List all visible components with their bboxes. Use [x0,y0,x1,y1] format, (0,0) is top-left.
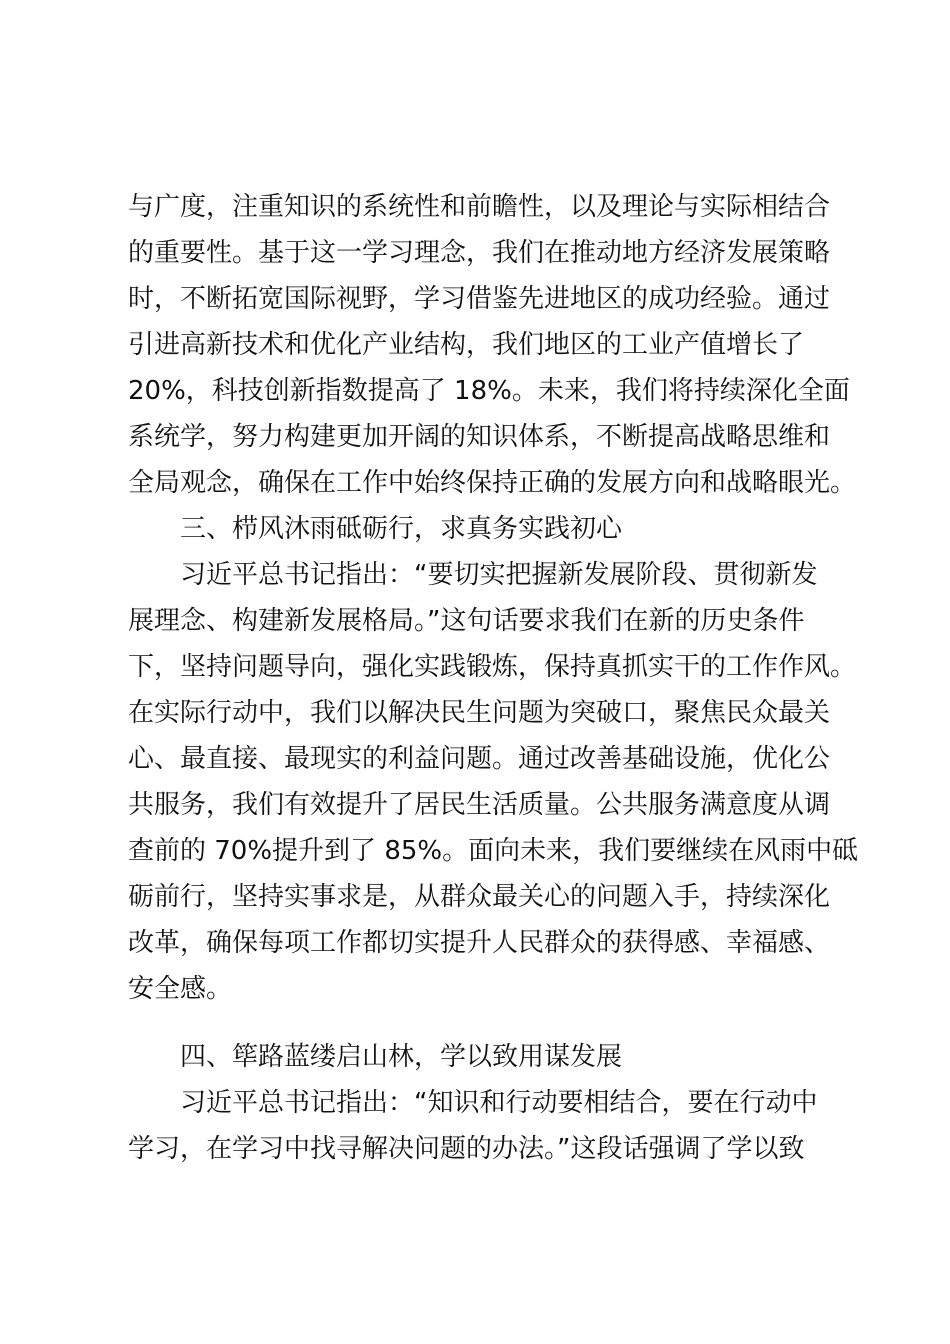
text-line: 下，坚持问题导向，强化实践锻炼，保持真抓实干的工作作风。 [128,652,857,682]
text-line: 改革，确保每项工作都切实提升人民群众的获得感、幸福感、 [128,928,831,958]
section-heading-4: 四、筚路蓝缕启山林，学以致用谋发展 [180,1042,623,1072]
text-line: 系统学，努力构建更加开阔的知识体系，不断提高战略思维和 [128,422,831,452]
text-line: 时，不断拓宽国际视野，学习借鉴先进地区的成功经验。通过 [128,284,831,314]
text-line: 全局观念，确保在工作中始终保持正确的发展方向和战略眼光。 [128,468,857,498]
text-line: 学习，在学习中找寻解决问题的办法。”这段话强调了学以致 [128,1134,805,1164]
text-line: 展理念、构建新发展格局。”这句话要求我们在新的历史条件 [128,606,805,636]
text-line: 20%，科技创新指数提高了 18%。未来，我们将持续深化全面 [128,376,850,406]
text-line: 查前的 70%提升到了 85%。面向未来，我们要继续在风雨中砥 [128,836,859,866]
text-line: 砺前行，坚持实事求是，从群众最关心的问题入手，持续深化 [128,882,831,912]
text-line: 心、最直接、最现实的利益问题。通过改善基础设施，优化公 [128,744,831,774]
body-text [128,184,859,1172]
paragraph-start: 习近平总书记指出：“知识和行动要相结合，要在行动中 [180,1088,818,1118]
text-line: 安全感。 [128,974,233,1004]
paragraph-start: 习近平总书记指出：“要切实把握新发展阶段、贯彻新发 [180,560,818,590]
text-line: 引进高新技术和优化产业结构，我们地区的工业产值增长了 [128,330,805,360]
section-heading-3: 三、栉风沐雨砥砺行，求真务实践初心 [180,514,623,544]
text-line: 共服务，我们有效提升了居民生活质量。公共服务满意度从调 [128,790,831,820]
text-line: 在实际行动中，我们以解决民生问题为突破口，聚焦民众最关 [128,698,831,728]
text-line: 与广度，注重知识的系统性和前瞻性，以及理论与实际相结合 [128,192,831,222]
text-line: 的重要性。基于这一学习理念，我们在推动地方经济发展策略 [128,238,831,268]
